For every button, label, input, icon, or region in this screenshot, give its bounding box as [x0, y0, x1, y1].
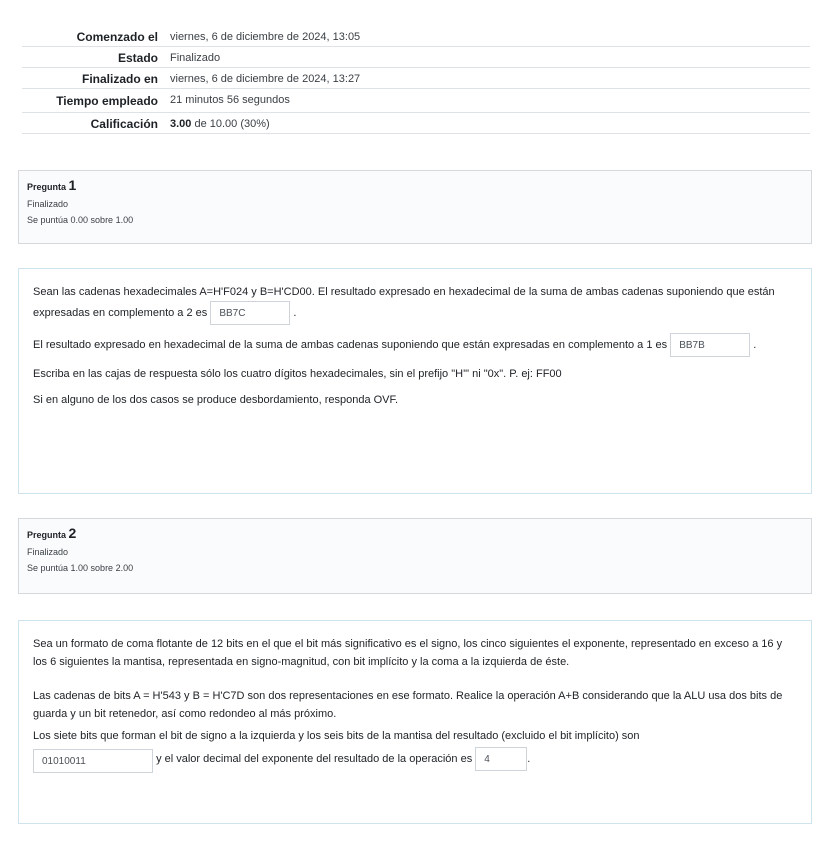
question-2-paragraph-2: Las cadenas de bits A = H'543 y B = H'C7D son dos representaciones en ese formato. Realice la operación A+B considerando que la ALU usa dos bits de guarda y un bit retenedor, así como redondeo al más próximo. — [33, 690, 783, 720]
question-prefix: Pregunta — [27, 530, 67, 540]
summary-label: Comenzado el — [76, 30, 158, 44]
summary-value: Finalizado — [170, 52, 221, 64]
summary-label: Estado — [117, 51, 158, 65]
question-text: Sean las cadenas hexadecimales A=H'F024 y B=H'CD00. El resultado expresado en hexadecimal de la suma de ambas cadenas suponiendo que están expresadas en complemento a 2 es — [33, 286, 775, 319]
answer-input-1[interactable]: BB7C — [210, 301, 290, 325]
question-2-grade: Se puntúa 1.00 sobre 2.00 — [27, 563, 134, 573]
question-1-paragraph-4: Si en alguno de los dos casos se produce desbordamiento, responda OVF. — [33, 394, 399, 406]
summary-value — [166, 113, 810, 134]
question-1-paragraph-1 — [33, 283, 797, 325]
question-1-grade: Se puntúa 0.00 sobre 1.00 — [27, 215, 134, 225]
question-2-info — [18, 518, 812, 594]
question-1-paragraph-2 — [33, 333, 797, 357]
attempt-summary-table — [22, 26, 810, 134]
question-prefix: Pregunta — [27, 182, 67, 192]
answer-input-2[interactable]: 4 — [475, 747, 527, 771]
question-1-state: Finalizado — [27, 199, 69, 209]
question-2-paragraph-1: Sea un formato de coma flotante de 12 bits en el que el bit más significativo es el signo, los cinco siguientes el exponente, representado en exceso a 16 y los 6 siguientes la mantisa, representada en signo-magnitud, con bit implícito y la coma a la izquierda de éste. — [33, 638, 783, 668]
summary-row-time — [22, 89, 810, 113]
question-1-text — [18, 268, 812, 494]
summary-label: Calificación — [90, 117, 158, 131]
summary-value: 21 minutos 56 segundos — [170, 94, 290, 106]
punctuation: . — [527, 752, 531, 765]
question-1-number — [27, 177, 803, 193]
question-2-number — [27, 525, 803, 541]
summary-value: viernes, 6 de diciembre de 2024, 13:27 — [170, 73, 361, 85]
summary-row-grade — [22, 113, 810, 134]
grade-value: 3.00 — [170, 118, 192, 130]
punctuation: . — [753, 338, 757, 351]
question-number: 2 — [68, 525, 77, 541]
question-text: El resultado expresado en hexadecimal de la suma de ambas cadenas suponiendo que están expresadas en complemento a 1 es — [33, 338, 668, 351]
summary-label: Finalizado en — [81, 72, 158, 86]
punctuation: . — [293, 306, 297, 319]
question-2-paragraph-3 — [33, 727, 797, 773]
question-1-paragraph-3: Escriba en las cajas de respuesta sólo los cuatro dígitos hexadecimales, sin el prefijo "H'" ni "0x". P. ej: FF00 — [33, 368, 562, 380]
grade-total: de 10.00 (30%) — [191, 118, 270, 130]
summary-label: Tiempo empleado — [56, 94, 158, 108]
summary-row-started — [22, 26, 810, 47]
summary-row-finished — [22, 68, 810, 89]
question-2-text — [18, 620, 812, 824]
summary-row-state — [22, 47, 810, 68]
question-text: y el valor decimal del exponente del resultado de la operación es — [156, 752, 473, 765]
answer-input-2[interactable]: BB7B — [670, 333, 750, 357]
question-number: 1 — [68, 177, 77, 193]
question-text: Los siete bits que forman el bit de signo a la izquierda y los seis bits de la mantisa del resultado (excluido el bit implícito) son — [33, 730, 640, 742]
question-1-info — [18, 170, 812, 244]
question-2-state: Finalizado — [27, 547, 69, 557]
answer-input-1[interactable]: 01010011 — [33, 749, 153, 773]
summary-value: viernes, 6 de diciembre de 2024, 13:05 — [170, 31, 361, 43]
